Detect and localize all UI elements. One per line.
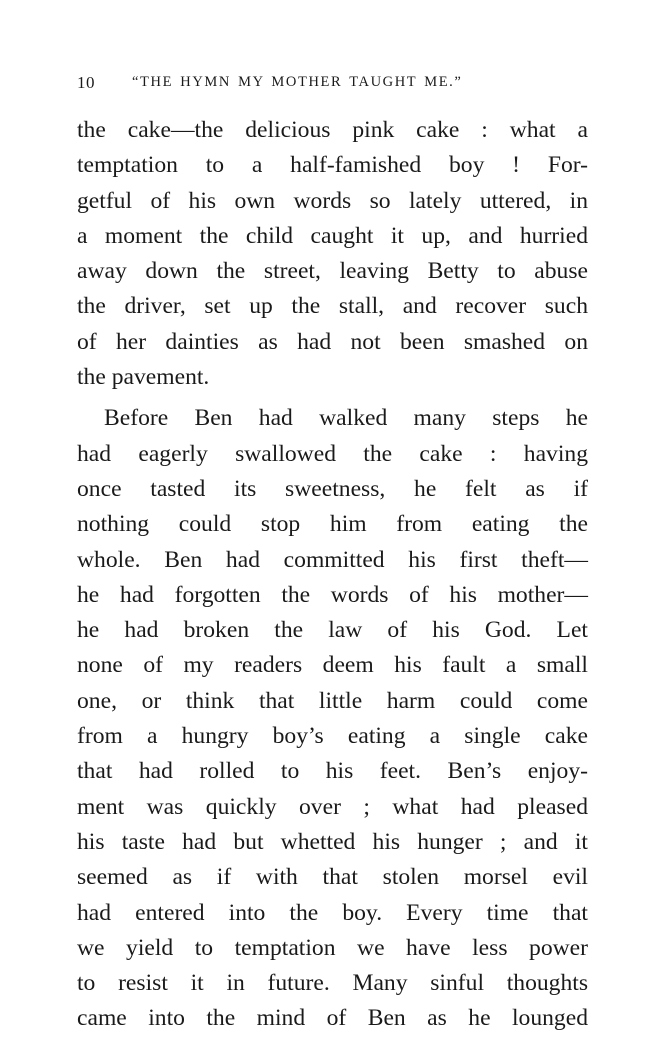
text-line: temptation to a half-famished boy ! For- [77, 152, 588, 179]
text-line: his taste had but whetted his hunger ; and it [77, 828, 588, 855]
text-line: came into the mind of Ben as he lounged [77, 1005, 588, 1032]
text-line: he had broken the law of his God. Let [77, 617, 588, 644]
text-line: we yield to temptation we have less power [77, 934, 588, 961]
text-line: Before Ben had walked many steps he [104, 405, 588, 432]
paragraph-2 [77, 401, 588, 1036]
text-line: the pavement. [77, 364, 210, 391]
running-head [77, 73, 587, 101]
text-line: a moment the child caught it up, and hurried [77, 222, 588, 249]
page-number: 10 [77, 73, 95, 92]
text-line: the cake—the delicious pink cake : what a [77, 117, 588, 143]
text-line: one, or think that little harm could come [77, 687, 588, 714]
text-line: nothing could stop him from eating the [77, 511, 588, 538]
text-line: none of my readers deem his fault a small [77, 652, 588, 679]
text-line: of her dainties as had not been smashed on [77, 328, 588, 355]
text-line: he had forgotten the words of his mother— [77, 581, 588, 608]
text-line: to resist it in future. Many sinful thoughts [77, 970, 588, 997]
paragraph-1 [77, 113, 588, 395]
text-line: seemed as if with that stolen morsel evil [77, 864, 588, 891]
text-line: that had rolled to his feet. Ben’s enjoy- [77, 758, 588, 785]
running-head-title: “THE HYMN MY MOTHER TAUGHT ME.” [132, 74, 463, 90]
body-text [77, 113, 588, 1037]
text-line: had eagerly swallowed the cake : having [77, 440, 588, 467]
text-line: the driver, set up the stall, and recover such [77, 293, 588, 320]
text-line: getful of his own words so lately uttered, in [77, 187, 588, 214]
text-line: whole. Ben had committed his first theft— [77, 546, 588, 573]
text-line: from a hungry boy’s eating a single cake [77, 723, 588, 750]
text-line: once tasted its sweetness, he felt as if [77, 475, 588, 502]
text-line: had entered into the boy. Every time that [77, 899, 588, 926]
text-line: away down the street, leaving Betty to abuse [77, 258, 588, 285]
text-line: ment was quickly over ; what had pleased [77, 793, 588, 820]
